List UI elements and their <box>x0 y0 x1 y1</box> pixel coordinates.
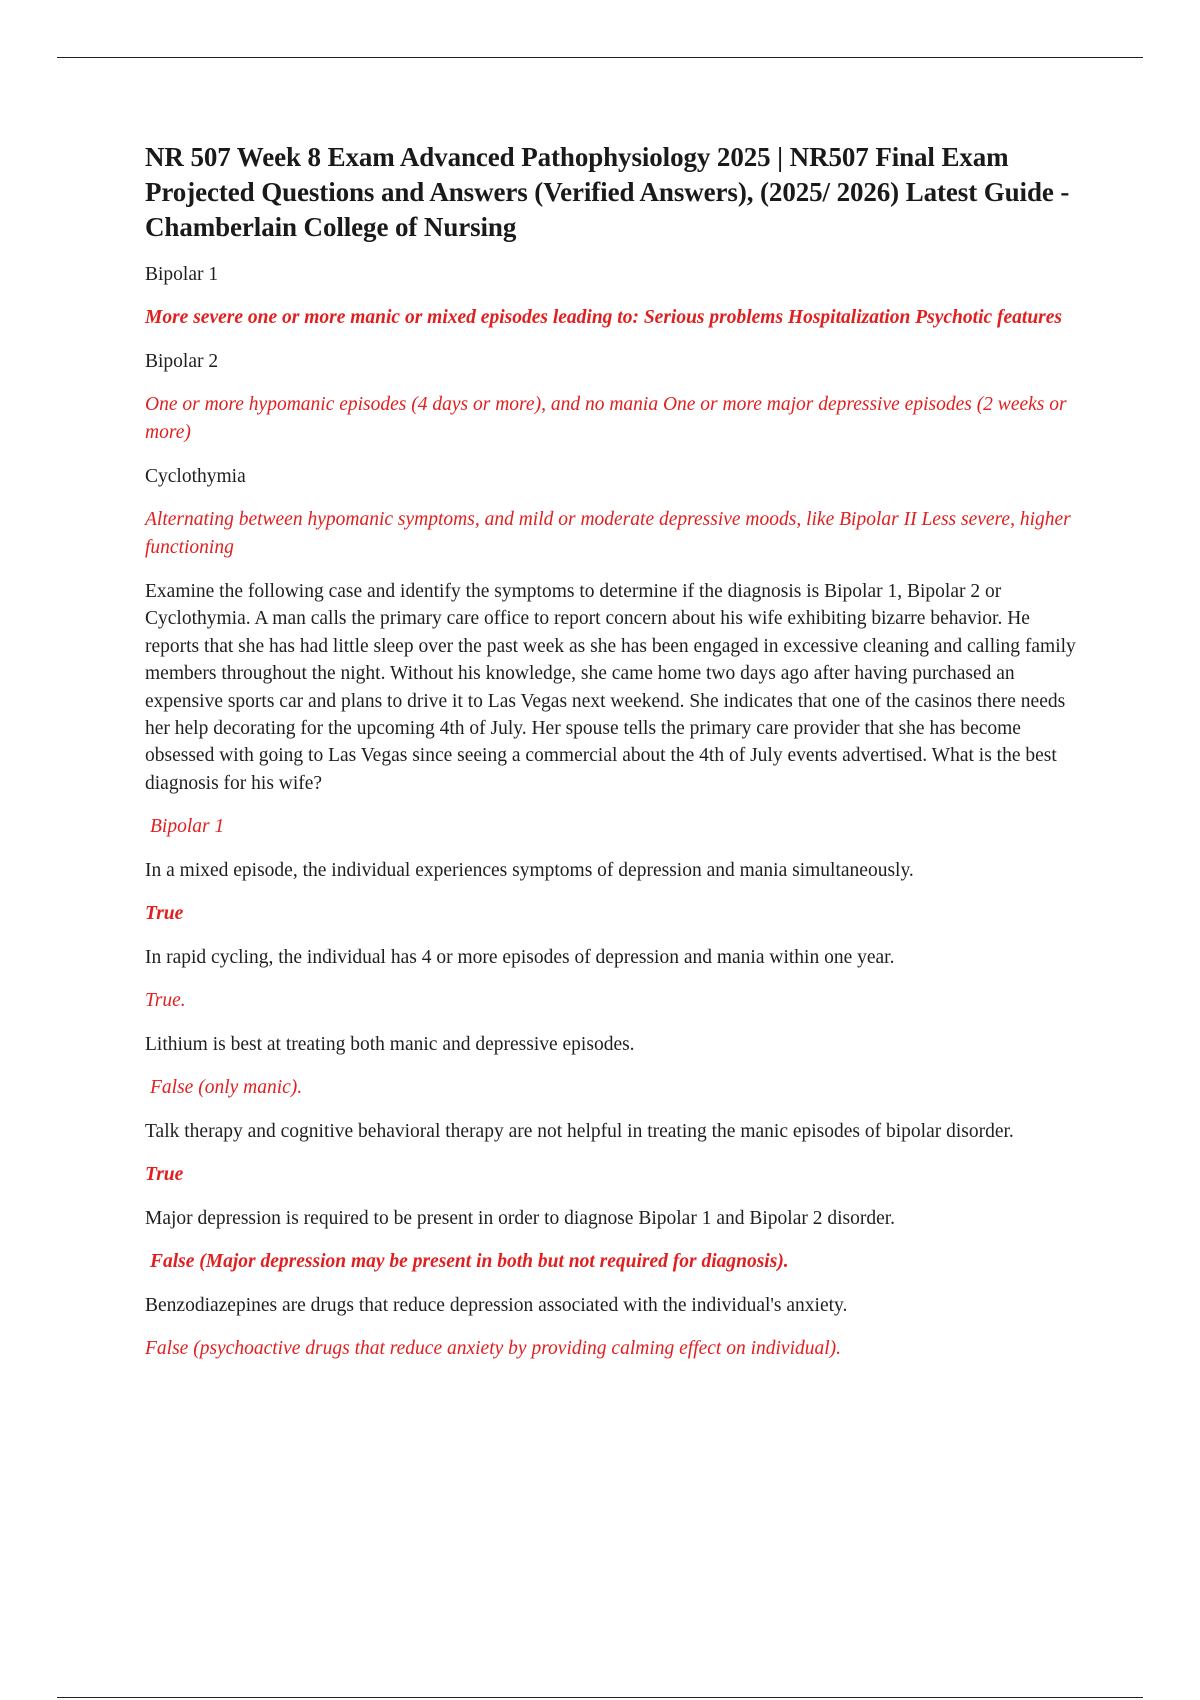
document-body <box>145 140 1085 1379</box>
question-text: Talk therapy and cognitive behavioral therapy are not helpful in treating the manic episodes of bipolar disorder. <box>145 1121 1014 1143</box>
answer-text: True. <box>145 990 186 1012</box>
answer-text: One or more hypomanic episodes (4 days or more), and no mania One or more major depressive episodes (2 weeks or more) <box>145 394 1067 443</box>
answer-text: More severe one or more manic or mixed episodes leading to: Serious problems Hospitalization Psychotic features <box>145 307 1063 328</box>
answer-text: False (Major depression may be present in both but not required for diagnosis). <box>150 1251 789 1273</box>
question-text: Major depression is required to be present in order to diagnose Bipolar 1 and Bipolar 2 disorder. <box>145 1208 896 1230</box>
answer-text: Bipolar 1 <box>150 816 225 838</box>
question-text: In a mixed episode, the individual experiences symptoms of depression and mania simultaneously. <box>145 860 914 882</box>
question-text: Bipolar 2 <box>145 351 219 372</box>
question-text: Bipolar 1 <box>145 264 219 285</box>
top-rule <box>57 57 1143 58</box>
answer-text: False (psychoactive drugs that reduce anxiety by providing calming effect on individual). <box>145 1338 842 1360</box>
question-text: Benzodiazepines are drugs that reduce depression associated with the individual's anxiety. <box>145 1295 848 1317</box>
document-title: NR 507 Week 8 Exam Advanced Pathophysiology 2025 | NR507 Final Exam Projected Questions and Answers (Verified Answers), (2025/ 2026) Latest Guide - Chamberlain College of Nursing <box>145 142 1070 242</box>
question-text: Lithium is best at treating both manic and depressive episodes. <box>145 1034 635 1056</box>
answer-text: True <box>145 903 184 925</box>
answer-text: Alternating between hypomanic symptoms, and mild or moderate depressive moods, like Bipolar II Less severe, higher functioning <box>145 509 1071 558</box>
question-text: In rapid cycling, the individual has 4 or more episodes of depression and mania within one year. <box>145 947 895 969</box>
answer-text: False (only manic). <box>150 1077 303 1099</box>
question-text: Cyclothymia <box>145 466 246 487</box>
bottom-rule <box>57 1697 1143 1698</box>
answer-text: True <box>145 1164 184 1186</box>
question-text: Examine the following case and identify the symptoms to determine if the diagnosis is Bipolar 1, Bipolar 2 or Cyclothymia. A man calls the primary care office to report concern about his wife exhibiting bizarre behavior. He reports that she has had little sleep over the past week as she has been engaged in excessive cleaning and calling family members throughout the night. Without his knowledge, she came home two days ago after having purchased an expensive sports car and plans to drive it to Las Vegas next weekend. She indicates that one of the casinos there needs her help decorating for the upcoming 4th of July. Her spouse tells the primary care provider that she has become obsessed with going to Las Vegas since seeing a commercial about the 4th of July events advertised. What is the best diagnosis for his wife? <box>145 581 1076 794</box>
